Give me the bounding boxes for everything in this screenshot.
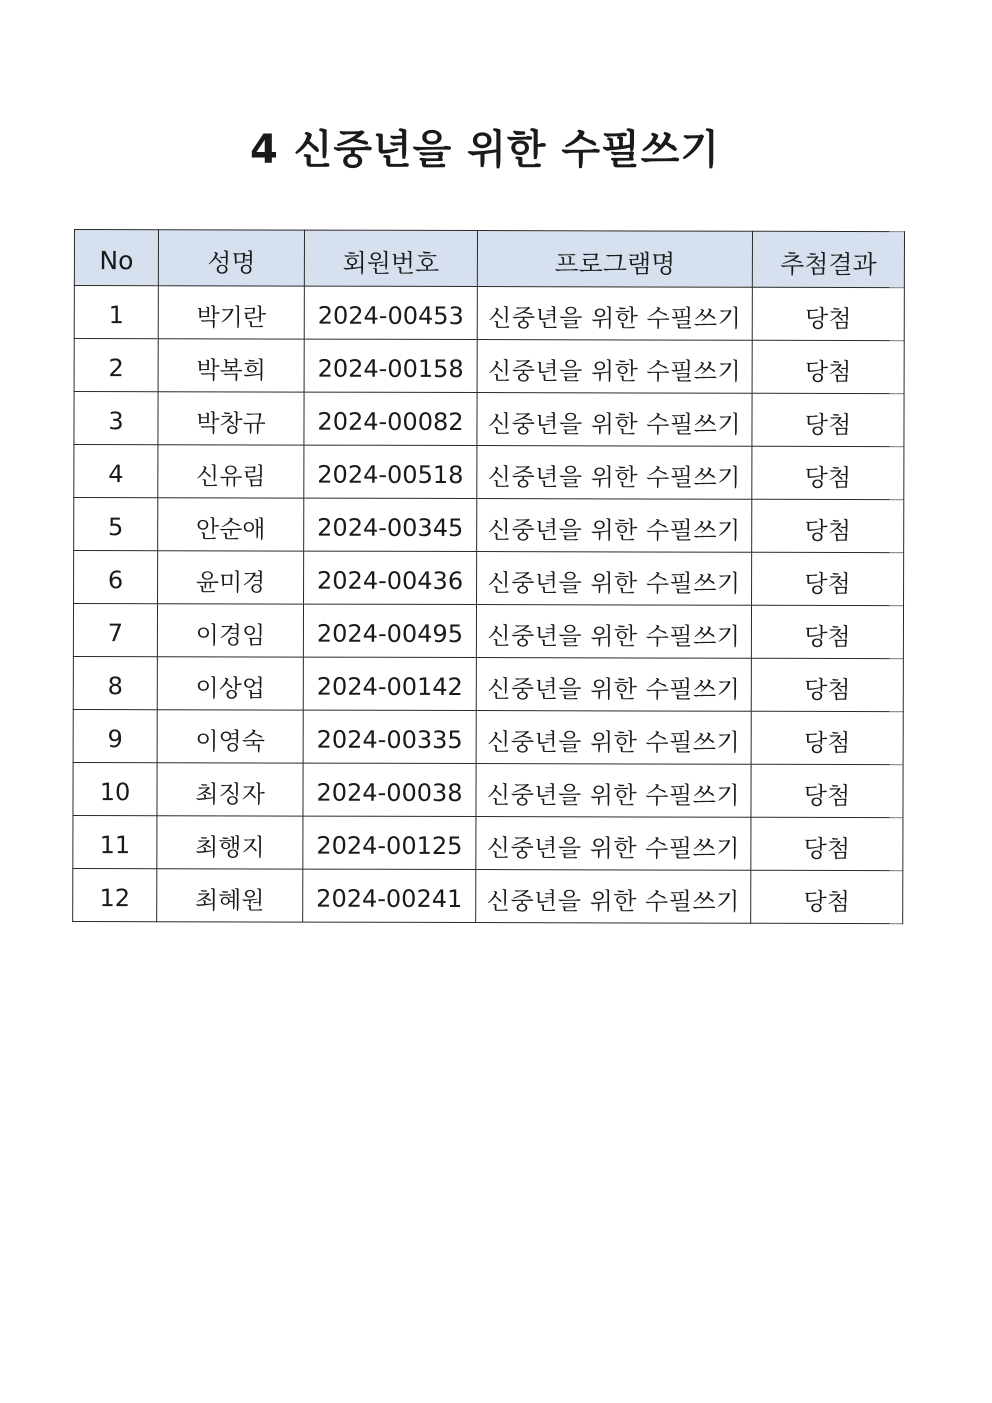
cell-name: 안순애 — [158, 498, 304, 551]
cell-program: 신중년을 위한 수필쓰기 — [476, 870, 751, 924]
cell-no: 4 — [74, 445, 158, 498]
table-row — [74, 551, 904, 606]
cell-result: 당첨 — [751, 764, 903, 817]
table-row — [73, 762, 903, 817]
cell-program: 신중년을 위한 수필쓰기 — [476, 711, 751, 765]
cell-no: 6 — [74, 551, 158, 604]
header-member-no: 회원번호 — [304, 230, 477, 286]
cell-no: 7 — [73, 604, 157, 657]
cell-program: 신중년을 위한 수필쓰기 — [476, 764, 751, 818]
cell-name: 박창규 — [158, 392, 304, 445]
cell-no: 3 — [74, 392, 158, 445]
cell-result: 당첨 — [752, 287, 904, 340]
table-row — [73, 815, 903, 870]
cell-result: 당첨 — [752, 499, 904, 552]
cell-result: 당첨 — [751, 870, 903, 923]
page-title: 4 신중년을 위한 수필쓰기 — [249, 127, 720, 173]
cell-result: 당첨 — [751, 711, 903, 764]
cell-name: 최징자 — [157, 763, 303, 816]
cell-program: 신중년을 위한 수필쓰기 — [477, 340, 752, 394]
table-row — [74, 286, 904, 341]
table-row — [74, 339, 904, 394]
cell-no: 8 — [73, 656, 157, 709]
cell-program: 신중년을 위한 수필쓰기 — [477, 287, 752, 341]
cell-no: 12 — [73, 868, 157, 921]
winners-table — [72, 229, 905, 924]
table-row — [73, 656, 903, 711]
cell-name: 윤미경 — [158, 551, 304, 604]
cell-name: 박기란 — [158, 286, 304, 339]
cell-member-no: 2024-00241 — [303, 869, 476, 922]
cell-program: 신중년을 위한 수필쓰기 — [476, 605, 751, 659]
cell-name: 최행지 — [157, 816, 303, 869]
table-row — [73, 709, 903, 764]
cell-result: 당첨 — [752, 552, 904, 605]
cell-name: 이영숙 — [157, 710, 303, 763]
cell-result: 당첨 — [752, 340, 904, 393]
cell-name: 최혜원 — [157, 869, 303, 922]
cell-result: 당첨 — [752, 446, 904, 499]
cell-program: 신중년을 위한 수필쓰기 — [477, 499, 752, 553]
cell-program: 신중년을 위한 수필쓰기 — [477, 393, 752, 447]
cell-result: 당첨 — [751, 817, 903, 870]
cell-member-no: 2024-00453 — [304, 286, 477, 339]
cell-member-no: 2024-00436 — [304, 551, 477, 604]
cell-no: 1 — [74, 286, 158, 339]
cell-member-no: 2024-00125 — [303, 816, 476, 869]
cell-name: 이상업 — [157, 657, 303, 710]
cell-program: 신중년을 위한 수필쓰기 — [476, 817, 751, 871]
cell-member-no: 2024-00495 — [303, 604, 476, 657]
table-row — [74, 498, 904, 553]
cell-member-no: 2024-00082 — [304, 392, 477, 445]
cell-name: 이경임 — [157, 604, 303, 657]
header-no: No — [74, 230, 158, 286]
cell-member-no: 2024-00518 — [304, 445, 477, 498]
cell-no: 9 — [73, 709, 157, 762]
cell-member-no: 2024-00142 — [303, 657, 476, 710]
header-program: 프로그램명 — [477, 231, 752, 288]
cell-no: 2 — [74, 339, 158, 392]
table-row — [73, 604, 903, 659]
cell-program: 신중년을 위한 수필쓰기 — [477, 446, 752, 500]
table-row — [74, 392, 904, 447]
cell-member-no: 2024-00345 — [304, 498, 477, 551]
table-row — [73, 868, 903, 923]
cell-name: 신유림 — [158, 445, 304, 498]
cell-member-no: 2024-00038 — [303, 763, 476, 816]
cell-result: 당첨 — [752, 393, 904, 446]
cell-member-no: 2024-00158 — [304, 339, 477, 392]
cell-no: 11 — [73, 815, 157, 868]
header-name: 성명 — [158, 230, 304, 286]
table-header-row — [74, 230, 904, 288]
cell-program: 신중년을 위한 수필쓰기 — [476, 658, 751, 712]
cell-name: 박복희 — [158, 339, 304, 392]
header-result: 추첨결과 — [752, 231, 904, 287]
cell-no: 5 — [74, 498, 158, 551]
cell-result: 당첨 — [751, 658, 903, 711]
cell-program: 신중년을 위한 수필쓰기 — [477, 552, 752, 606]
cell-result: 당첨 — [751, 605, 903, 658]
table-row — [74, 445, 904, 500]
cell-no: 10 — [73, 762, 157, 815]
cell-member-no: 2024-00335 — [303, 710, 476, 763]
table-body — [73, 286, 905, 924]
